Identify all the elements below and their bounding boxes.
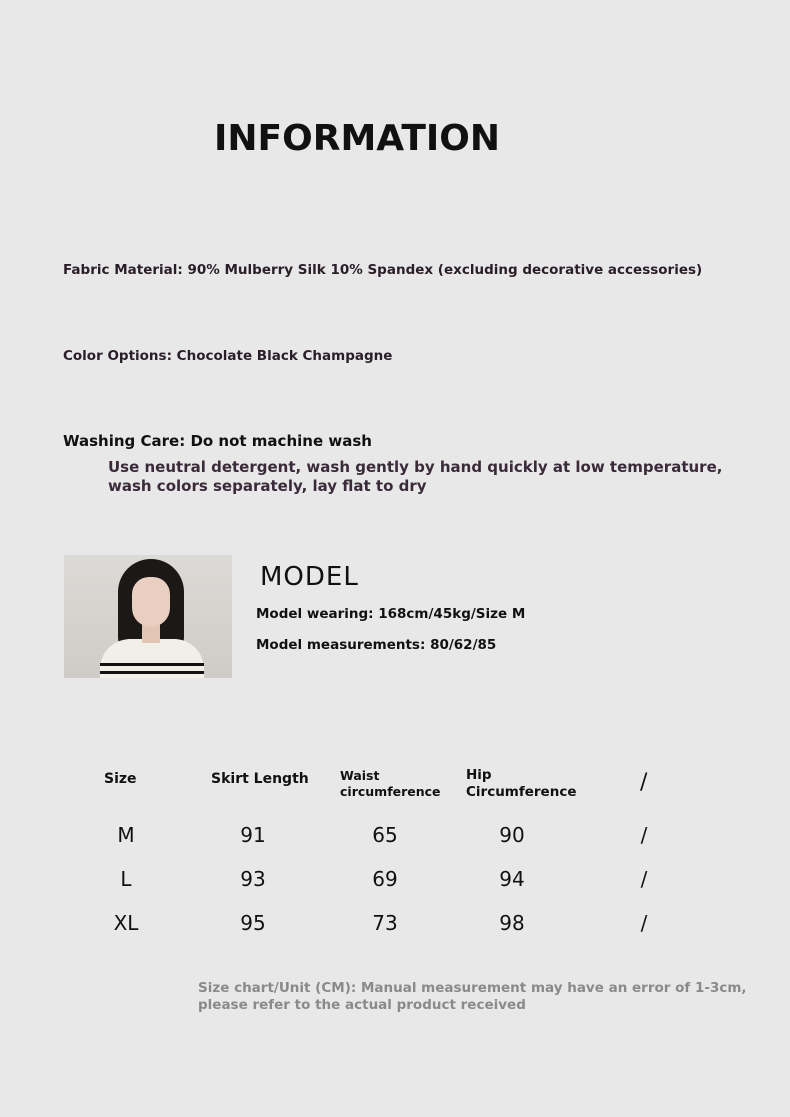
model-heading: MODEL xyxy=(260,562,359,592)
fabric-material-text: Fabric Material: 90% Mulberry Silk 10% Spandex (excluding decorative accessories) xyxy=(63,262,703,278)
cell-skirt-length: 91 xyxy=(240,823,266,847)
page-title: INFORMATION xyxy=(214,118,501,159)
cell-size: M xyxy=(117,823,135,847)
cell-hip: 98 xyxy=(499,911,525,935)
model-wearing-text: Model wearing: 168cm/45kg/Size M xyxy=(256,606,526,622)
cell-size: L xyxy=(120,867,132,891)
cell-slash: / xyxy=(640,867,648,891)
cell-waist: 69 xyxy=(372,867,398,891)
header-hip: Hip Circumference xyxy=(466,767,577,800)
header-skirt-length: Skirt Length xyxy=(211,771,309,787)
cell-hip: 94 xyxy=(499,867,525,891)
cell-size: XL xyxy=(113,911,139,935)
cell-waist: 65 xyxy=(372,823,398,847)
header-size: Size xyxy=(104,771,137,787)
color-options-text: Color Options: Chocolate Black Champagne xyxy=(63,348,393,364)
washing-care-text: Washing Care: Do not machine wash xyxy=(63,432,372,450)
header-slash: / xyxy=(640,770,648,795)
cell-waist: 73 xyxy=(372,911,398,935)
cell-skirt-length: 93 xyxy=(240,867,266,891)
model-measurements-text: Model measurements: 80/62/85 xyxy=(256,637,497,653)
cell-slash: / xyxy=(640,823,648,847)
size-chart-note: Size chart/Unit (CM): Manual measurement may have an error of 1-3cm, please refer to the actual product received xyxy=(198,980,747,1013)
cell-skirt-length: 95 xyxy=(240,911,266,935)
cell-slash: / xyxy=(640,911,648,935)
washing-detail-text: Use neutral detergent, wash gently by hand quickly at low temperature, wash colors separately, lay flat to dry xyxy=(108,458,723,495)
cell-hip: 90 xyxy=(499,823,525,847)
header-waist: Waist circumference xyxy=(340,768,441,799)
model-photo xyxy=(64,555,232,678)
